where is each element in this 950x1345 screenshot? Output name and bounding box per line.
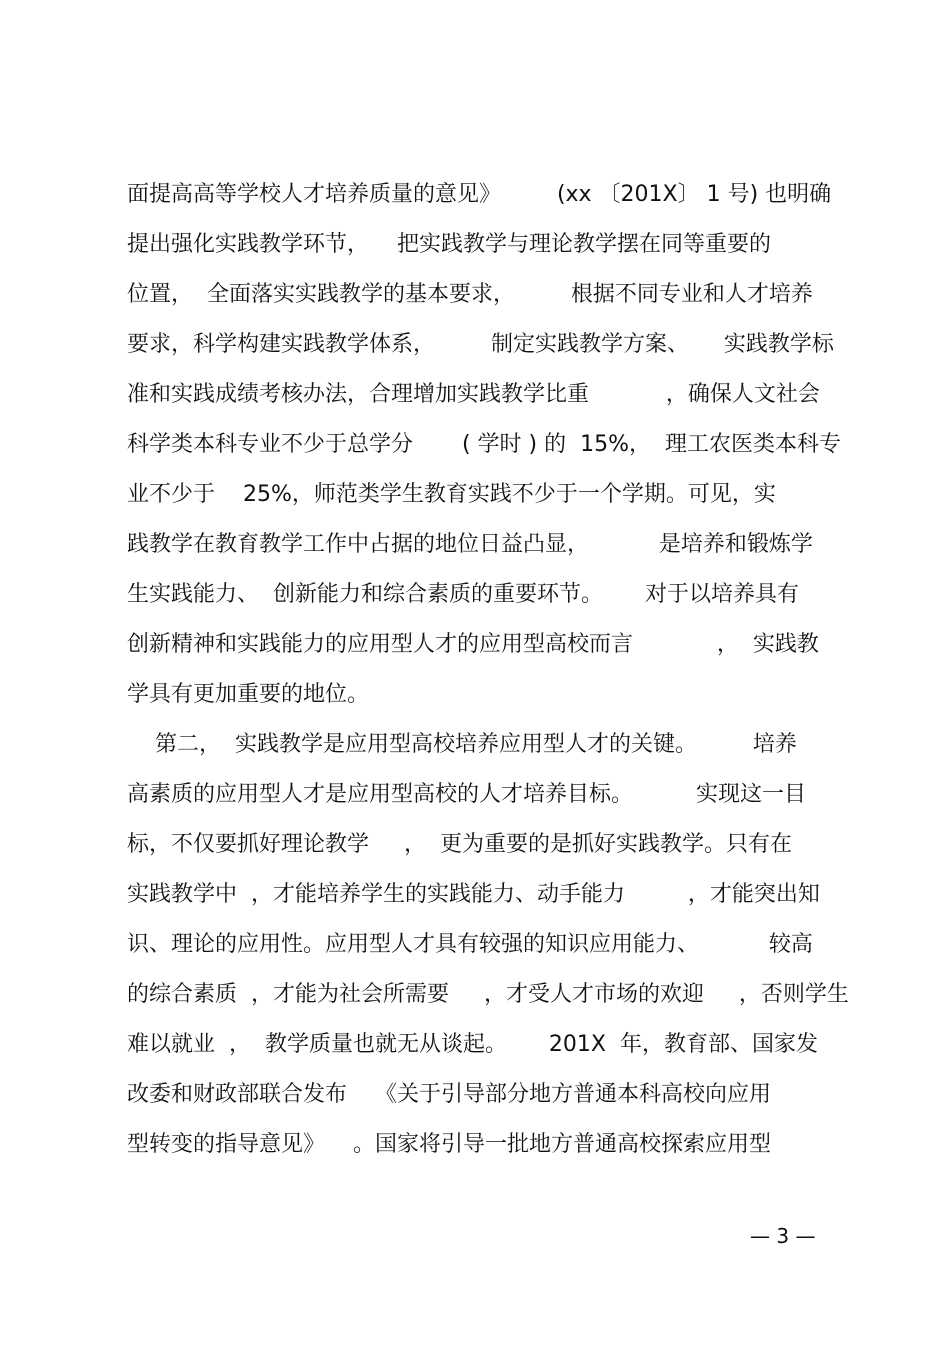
text-line: 改委和财政部联合发布 《关于引导部分地方普通本科高校向应用 <box>127 1082 771 1107</box>
text-line: 面提高高等学校人才培养质量的意见》 (xx 〔201X〕 1 号) 也明确 <box>127 182 832 207</box>
text-line: 业不少于 25%，师范类学生教育实践不少于一个学期。可见，实 <box>127 482 776 507</box>
text-line: 提出强化实践教学环节， 把实践教学与理论教学摆在同等重要的 <box>127 232 771 257</box>
page-number: — 3 — <box>750 1224 816 1248</box>
text-line: 位置， 全面落实实践教学的基本要求， 根据不同专业和人才培养 <box>127 282 813 307</box>
text-line: 学具有更加重要的地位。 <box>127 682 370 707</box>
text-line: 识、理论的应用性。应用型人才具有较强的知识应用能力、 较高 <box>127 932 813 957</box>
text-line: 高素质的应用型人才是应用型高校的人才培养目标。 实现这一目 <box>127 782 806 807</box>
text-line: 的综合素质 ，才能为社会所需要 ，才受人才市场的欢迎 ，否则学生 <box>127 982 849 1007</box>
text-line: 型转变的指导意见》 。国家将引导一批地方普通高校探索应用型 <box>127 1132 771 1157</box>
text-line: 生实践能力、 创新能力和综合素质的重要环节。 对于以培养具有 <box>127 582 799 607</box>
text-line: 实践教学中 ，才能培养学生的实践能力、动手能力 ，才能突出知 <box>127 882 820 907</box>
text-line: 践教学在教育教学工作中占据的地位日益凸显， 是培养和锻炼学 <box>127 532 813 557</box>
text-line: 标，不仅要抓好理论教学 ， 更为重要的是抓好实践教学。只有在 <box>127 832 792 857</box>
text-line: 科学类本科专业不少于总学分 ( 学时 ) 的 15%， 理工农医类本科专 <box>127 432 841 457</box>
text-line: 要求，科学构建实践教学体系， 制定实践教学方案、 实践教学标 <box>127 332 834 357</box>
text-line: 准和实践成绩考核办法，合理增加实践教学比重 ，确保人文社会 <box>127 382 820 407</box>
text-line: 第二， 实践教学是应用型高校培养应用型人才的关键。 培养 <box>127 732 797 757</box>
text-line: 创新精神和实践能力的应用型人才的应用型高校而言 ， 实践教 <box>127 632 819 657</box>
text-line: 难以就业 ， 教学质量也就无从谈起。 201X 年，教育部、国家发 <box>127 1032 818 1057</box>
